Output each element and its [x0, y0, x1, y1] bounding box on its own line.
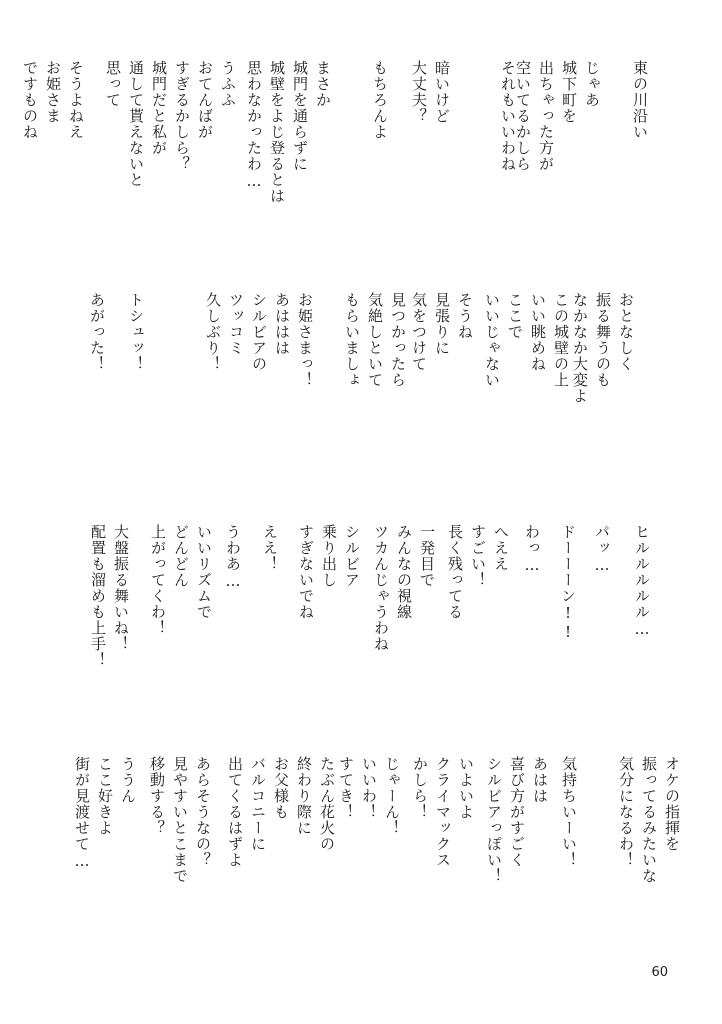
- dialogue-line: あらそうなの？ 見やすいとこまで 移動する？: [148, 756, 212, 884]
- dialogue-line: わっ…: [523, 524, 541, 575]
- dialogue-band-4: [0, 756, 722, 956]
- dialogue-line: それもいいわね: [499, 60, 517, 172]
- dialogue-line: じゃあ 城下町を 出ちゃった方が 空いてるかしら: [514, 60, 601, 172]
- dialogue-line: まさか 城門を通らずに 城壁をよじ登るとは 思わなかったわ…: [245, 60, 332, 204]
- dialogue-line: へええ すごい！ 長く残ってる: [446, 524, 510, 620]
- dialogue-line: ヒルルルルル…: [633, 524, 651, 639]
- dialogue-line: お姫さまっ！: [296, 292, 314, 388]
- dialogue-band-1: [0, 60, 722, 260]
- dialogue-band-2: [0, 292, 722, 492]
- dialogue-line: いいリズムで どんどん 上がってくわ！: [149, 524, 213, 636]
- dialogue-line: ええ！: [261, 524, 279, 572]
- dialogue-line: うふふ おてんばが すぎるかしら？ 城門だと私が 通して貰えないと 思って: [104, 60, 237, 188]
- dialogue-line: 大盤振る舞いね！ 配置も溜めも上手！: [89, 524, 130, 668]
- dialogue-line: うわあ…: [224, 524, 242, 591]
- dialogue-line: そうね 見張りに 気をつけて: [410, 292, 474, 372]
- dialogue-line: オケの指揮を 振ってるみたいな 気分になるわ！: [617, 756, 681, 884]
- dialogue-line: たぶん花火の 終わり際に お父様も バルコニーに 出てくるはずよ: [226, 756, 336, 868]
- dialogue-line: いよいよ クライマックス かしら！: [411, 756, 475, 868]
- dialogue-line: あははは シルビアの ツッコミ 久しぶり！: [204, 292, 291, 372]
- page-number: 60: [651, 965, 668, 980]
- dialogue-line: この城壁の上 いい眺めね ここで いいじゃない: [483, 292, 570, 388]
- dialogue-line: トシュッ！: [127, 292, 145, 372]
- dialogue-line: 東の川沿い: [631, 60, 649, 140]
- dialogue-line: ううん ここ好きよ 街が見渡せて…: [73, 756, 137, 871]
- dialogue-line: おとなしく 振る舞うのも なかなか大変よ: [571, 292, 635, 404]
- dialogue-line: ドーーーン!!: [559, 524, 577, 642]
- dialogue-line: 気持ちいーい！: [560, 756, 578, 868]
- dialogue-line: あがった！: [88, 292, 106, 372]
- dialogue-line: シルビア 乗り出し すぎないでね: [297, 524, 361, 620]
- dialogue-line: もちろんよ: [371, 60, 389, 140]
- dialogue-line: 見つかったら 気絶しといて もらいましょ: [343, 292, 407, 388]
- dialogue-line: パッ…: [593, 524, 611, 575]
- dialogue-line: あはは 喜び方がすごく シルビアっぽい！: [485, 756, 549, 884]
- dialogue-line: そうよねえ お姫さま ですものね: [21, 60, 85, 140]
- dialogue-line: 暗いけど 大丈夫？: [410, 60, 451, 124]
- dialogue-line: 一発目で みんなの視線 ツカんじゃうわね: [372, 524, 436, 652]
- dialogue-band-3: [0, 524, 722, 724]
- dialogue-line: じゃーん！ いいわ！ すてき！: [337, 756, 401, 836]
